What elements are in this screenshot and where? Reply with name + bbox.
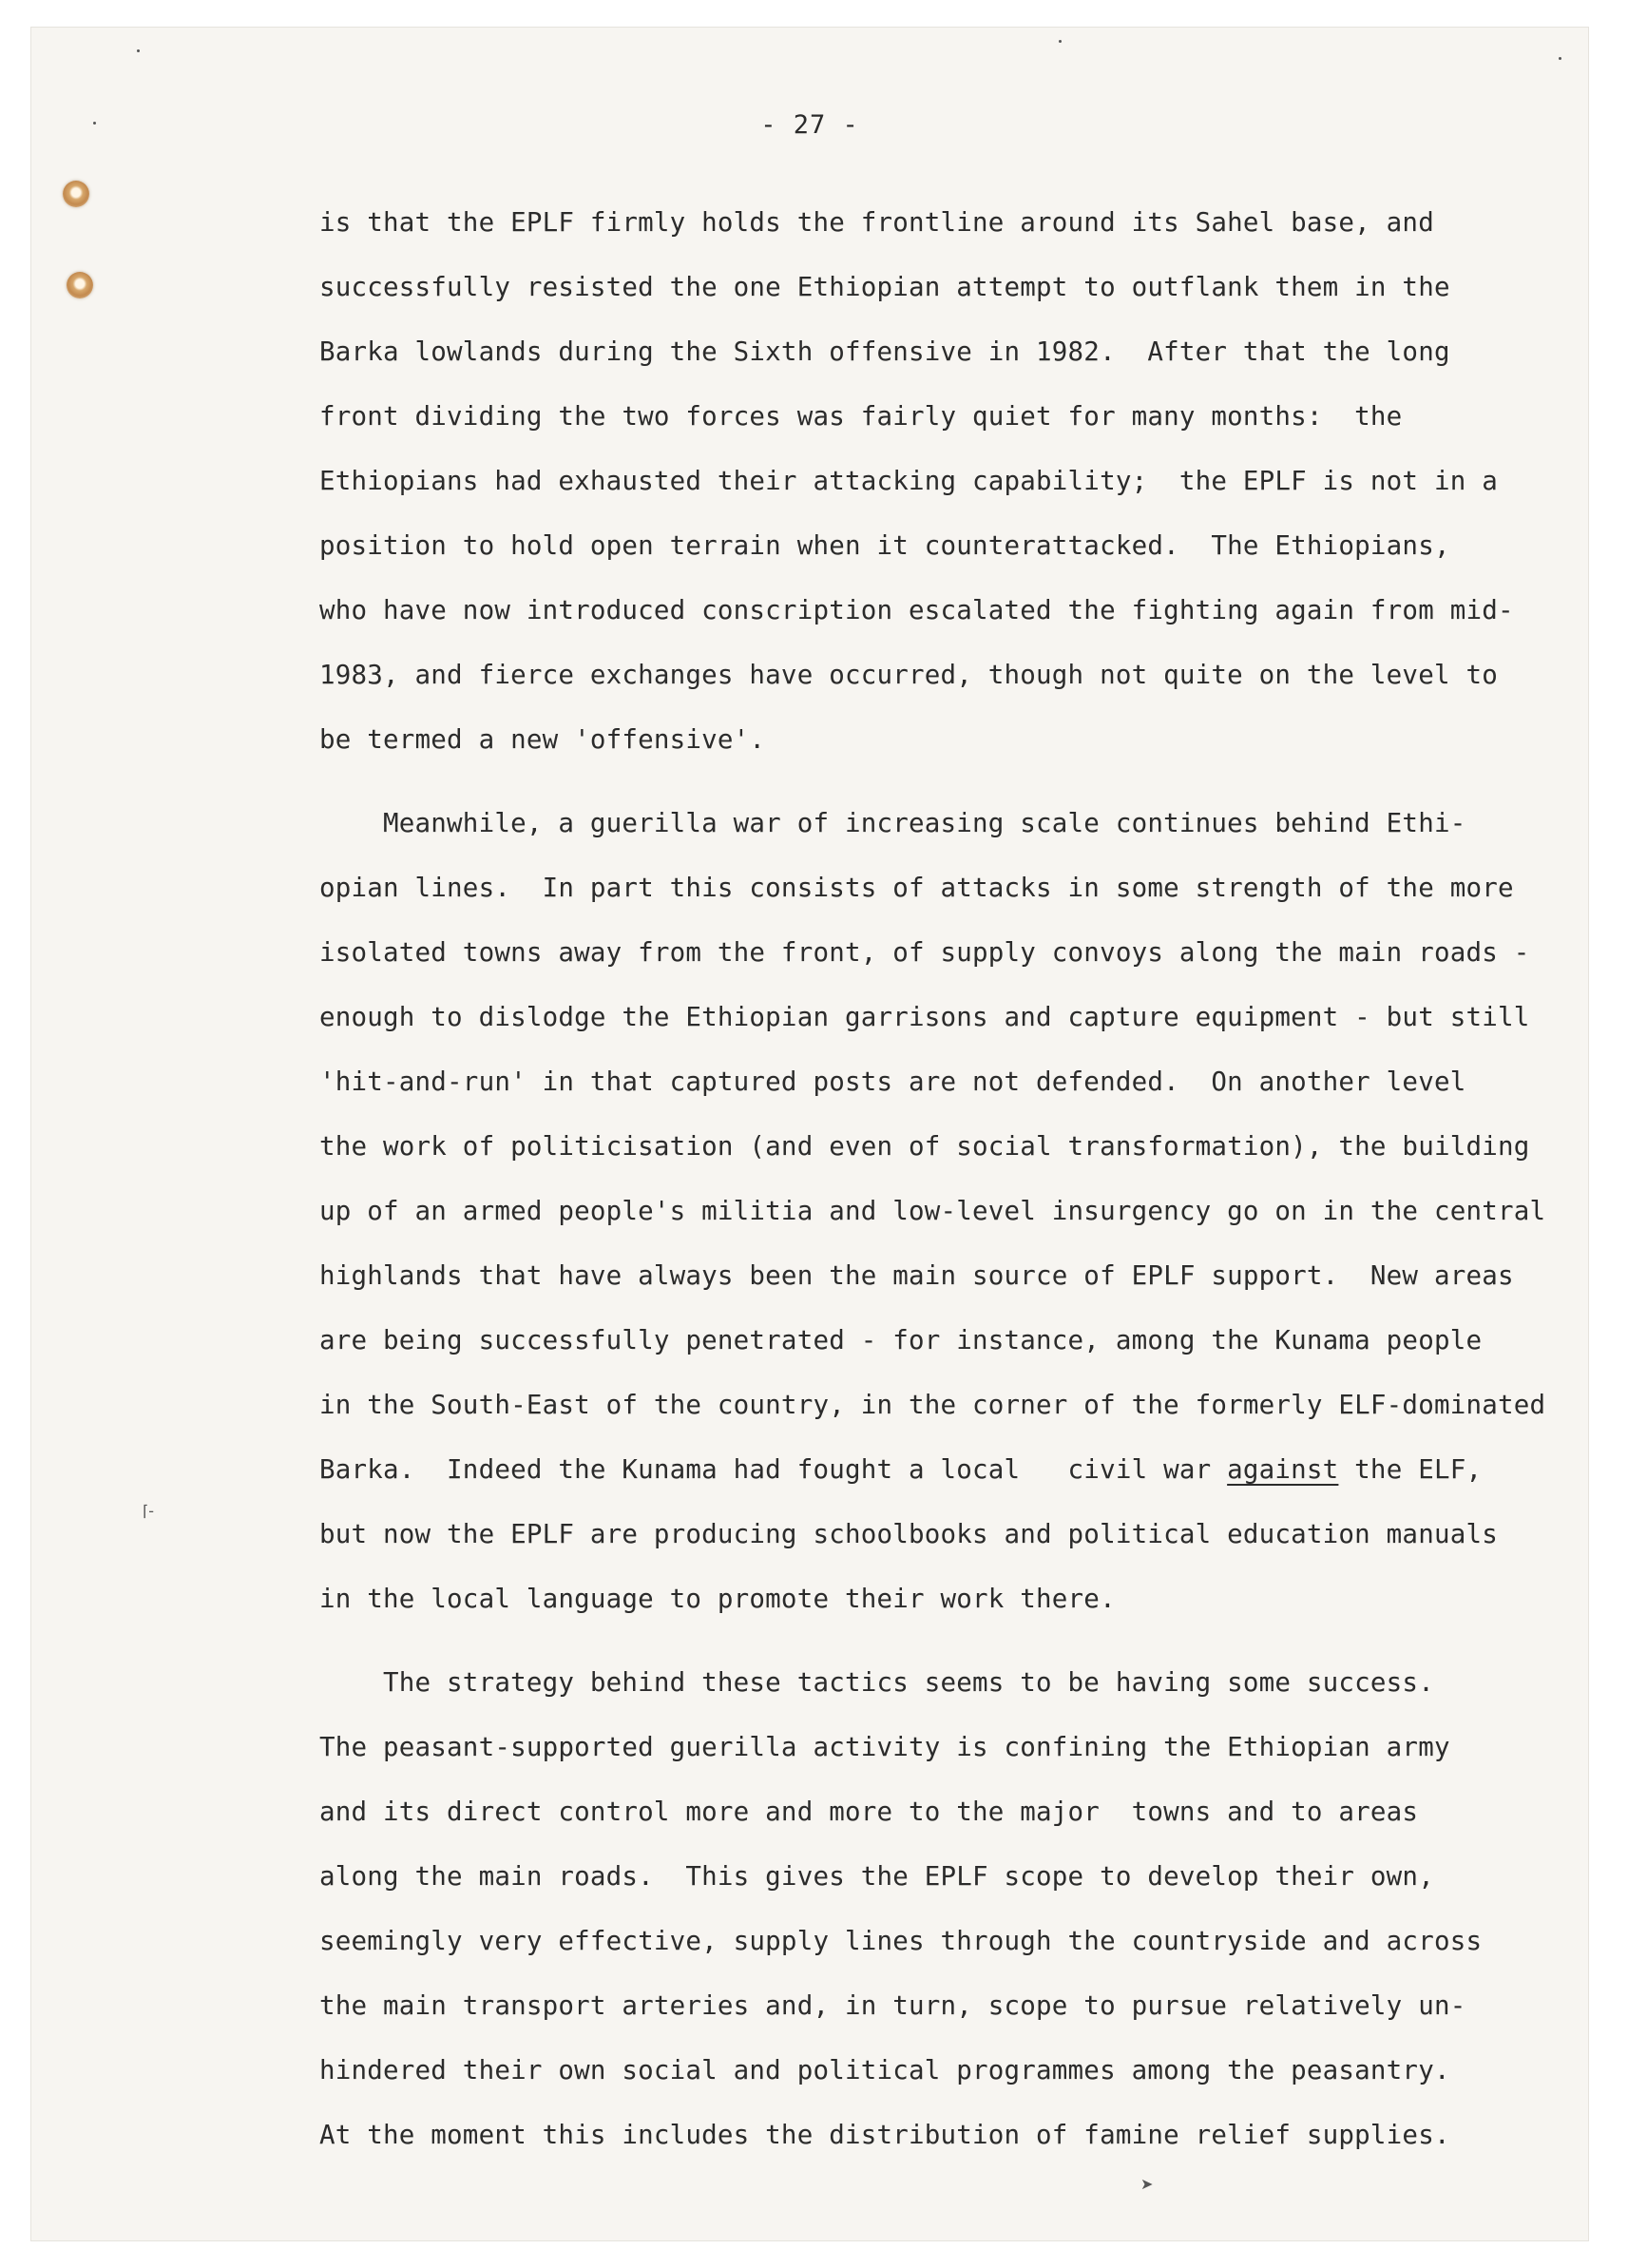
text-line: successfully resisted the one Ethiopian attempt to outflank them in the	[319, 272, 1450, 302]
text-line: in the local language to promote their work there.	[319, 1584, 1116, 1614]
text-line: enough to dislodge the Ethiopian garrisons and capture equipment - but still	[319, 1002, 1530, 1032]
punch-hole-bottom	[67, 272, 93, 298]
text-line: opian lines. In part this consists of attacks in some strength of the more	[319, 873, 1514, 903]
text-line: who have now introduced conscription escalated the fighting again from mid-	[319, 595, 1514, 625]
text-line: the main transport arteries and, in turn, scope to pursue relatively un-	[319, 1990, 1466, 2021]
text-line: position to hold open terrain when it counterattacked. The Ethiopians,	[319, 530, 1450, 561]
text-line: be termed a new 'offensive'.	[319, 724, 766, 755]
text-line: along the main roads. This gives the EPLF scope to develop their own,	[319, 1861, 1434, 1892]
text-line: Meanwhile, a guerilla war of increasing scale continues behind Ethi-	[319, 808, 1466, 838]
paragraph-1	[319, 190, 1593, 772]
text-segment: the ELF,	[1338, 1454, 1483, 1485]
text-line: Barka lowlands during the Sixth offensive in 1982. After that the long	[319, 336, 1450, 367]
text-line: At the moment this includes the distribution of famine relief supplies.	[319, 2120, 1450, 2150]
text-line: The strategy behind these tactics seems to be having some success.	[319, 1667, 1434, 1698]
text-line: The peasant-supported guerilla activity is confining the Ethiopian army	[319, 1732, 1450, 1762]
text-line: hindered their own social and political programmes among the peasantry.	[319, 2055, 1450, 2085]
text-line: up of an armed people's militia and low-level insurgency go on in the central	[319, 1196, 1546, 1226]
text-line: are being successfully penetrated - for instance, among the Kunama people	[319, 1325, 1483, 1355]
document-page	[30, 27, 1589, 2241]
text-line: Ethiopians had exhausted their attacking capability; the EPLF is not in a	[319, 466, 1498, 496]
punch-hole-top	[63, 181, 89, 207]
text-line: the work of politicisation (and even of social transformation), the building	[319, 1131, 1530, 1162]
body-text	[319, 190, 1593, 2186]
text-line: seemingly very effective, supply lines through the countryside and across	[319, 1926, 1483, 1956]
paper-speck	[137, 49, 140, 52]
text-line: 'hit-and-run' in that captured posts are not defended. On another level	[319, 1067, 1466, 1097]
paper-speck	[1559, 57, 1561, 60]
text-segment: Barka. Indeed the Kunama had fought a local civil war	[319, 1454, 1228, 1485]
paper-mark: ➤	[1140, 2175, 1154, 2193]
text-line: and its direct control more and more to the major towns and to areas	[319, 1797, 1419, 1827]
paper-speck	[1059, 40, 1062, 43]
page-number: - 27 -	[760, 110, 859, 140]
text-line-barka	[319, 1437, 1593, 1502]
paper-mark: ⌈-	[143, 1502, 155, 1520]
text-line: isolated towns away from the front, of supply convoys along the main roads -	[319, 937, 1530, 968]
text-line: in the South-East of the country, in the corner of the formerly ELF-dominated	[319, 1390, 1546, 1420]
paragraph-2	[319, 791, 1593, 1631]
text-line: highlands that have always been the main source of EPLF support. New areas	[319, 1260, 1514, 1291]
paragraph-3	[319, 1650, 1593, 2167]
text-line: but now the EPLF are producing schoolbooks and political education manuals	[319, 1519, 1498, 1549]
text-line: 1983, and fierce exchanges have occurred, though not quite on the level to	[319, 660, 1498, 690]
text-line: is that the EPLF firmly holds the frontline around its Sahel base, and	[319, 207, 1434, 238]
text-line: front dividing the two forces was fairly quiet for many months: the	[319, 401, 1403, 432]
underlined-word: against	[1227, 1454, 1339, 1485]
